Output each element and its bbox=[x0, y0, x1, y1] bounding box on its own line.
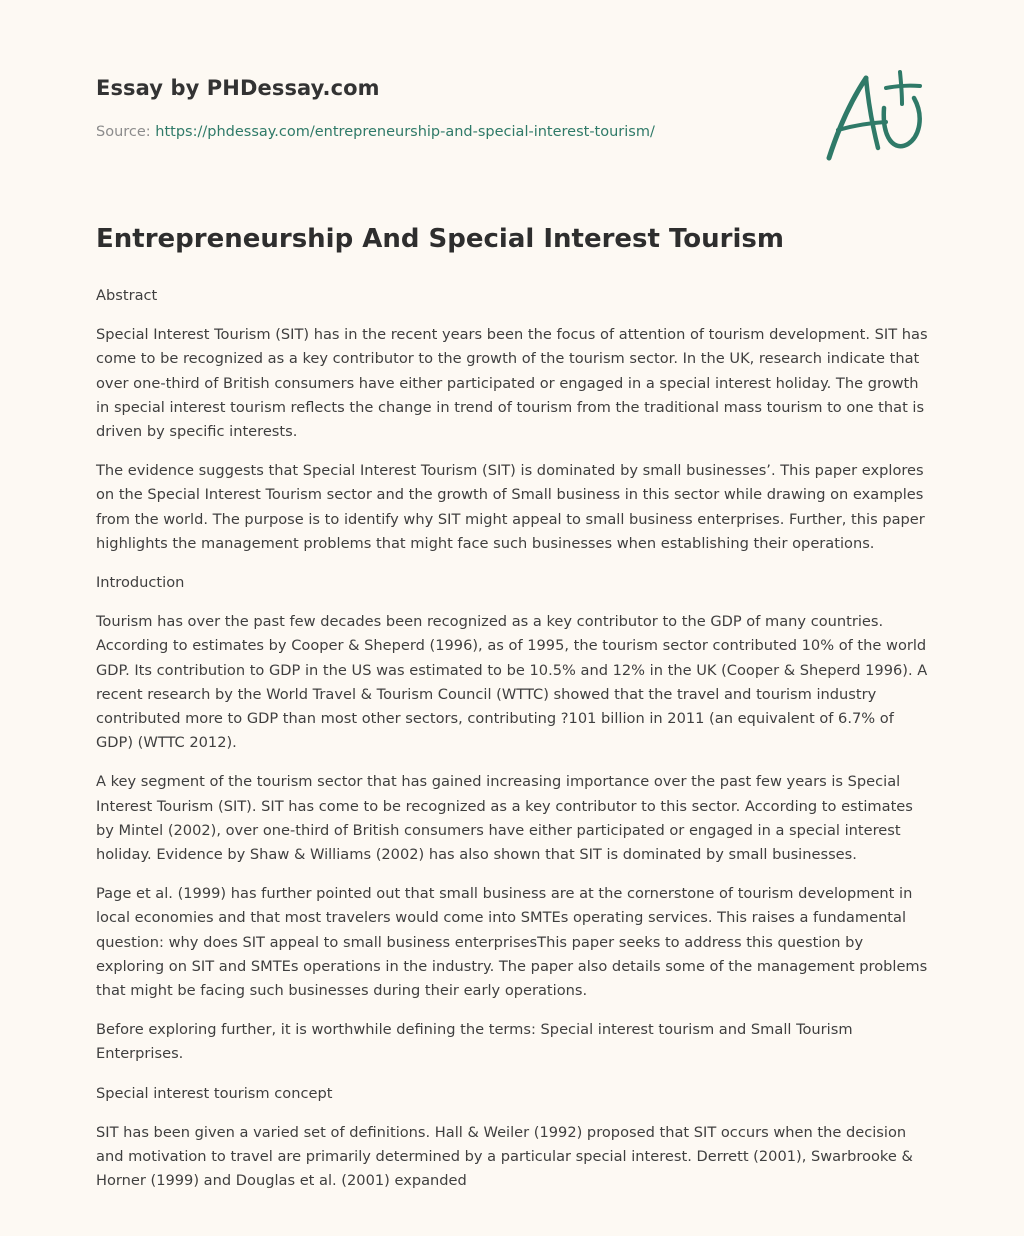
essay-paragraph: Page et al. (1999) has further pointed out that small business are at the cornerstone of tourism development in local economies and that most travelers would come into SMTEs operating services. This raises a fundamental question: why does SIT appeal to small business enterprisesThis paper seeks to address this question by exploring on SIT and SMTEs operations in the industry. The paper also details some of the management problems that might be facing such businesses during their early operations. bbox=[96, 885, 928, 1000]
essay-paragraph: The evidence suggests that Special Interest Tourism (SIT) is dominated by small businesses’. This paper explores on the Special Interest Tourism sector and the growth of Small business in this sector while drawing on examples from the world. The purpose is to identify why SIT might appeal to small business enterprises. Further, this paper highlights the management problems that might face such businesses when establishing their operations. bbox=[96, 462, 925, 552]
essay-heading-abstract: Abstract bbox=[96, 287, 158, 304]
a-plus-logo-icon bbox=[824, 68, 928, 164]
essay-heading-sit-concept: Special interest tourism concept bbox=[96, 1084, 333, 1102]
essay-page bbox=[96, 0, 930, 1236]
essay-body bbox=[96, 284, 930, 1209]
essay-paragraph: A key segment of the tourism sector that has gained increasing importance over the past few years is Special Interest Tourism (SIT). SIT has come to be recognized as a key contributor to this sector. According to estimates by Mintel (2002), over one-third of British consumers have either participated or engaged in a special interest holiday. Evidence by Shaw & Williams (2002) has also shown that SIT is dominated by small businesses. bbox=[96, 773, 913, 864]
essay-heading-introduction: Introduction bbox=[96, 574, 185, 592]
essay-paragraph: Tourism has over the past few decades been recognized as a key contributor to the GDP of many countries. According to estimates by Cooper & Sheperd (1996), as of 1995, the tourism sector contributed 10% of the world GDP. Its contribution to GDP in the US was estimated to be 10.5% and 12% in the UK (Cooper & Sheperd 1996). A recent research by the World Travel & Tourism Council (WTTC) showed that the travel and tourism industry contributed more to GDP than most other sectors, contributing ?101 billion in 2011 (an equivalent of 6.7% of GDP) (WTTC 2012). bbox=[96, 613, 928, 752]
essay-title: Entrepreneurship And Special Interest Tourism bbox=[96, 224, 784, 254]
essay-paragraph: Special Interest Tourism (SIT) has in the recent years been the focus of attention of tourism development. SIT has come to be recognized as a key contributor to the growth of the tourism sector. In the UK, research indicate that over one-third of British consumers have either participated or engaged in a special interest holiday. The growth in special interest tourism reflects the change in trend of tourism from the traditional mass tourism to one that is driven by specific interests. bbox=[96, 326, 928, 441]
source-label: Source: bbox=[96, 124, 156, 140]
site-header bbox=[96, 76, 930, 176]
essay-paragraph: Before exploring further, it is worthwhile defining the terms: Special interest tourism and Small Tourism Enterprises. bbox=[96, 1021, 853, 1063]
source-link[interactable]: https://phdessay.com/entrepreneurship-and-special-interest-tourism/ bbox=[155, 124, 655, 140]
source-line bbox=[96, 124, 655, 140]
essay-paragraph: SIT has been given a varied set of definitions. Hall & Weiler (1992) proposed that SIT occurs when the decision and motivation to travel are primarily determined by a particular special interest. Derrett (2001), Swarbrooke & Horner (1999) and Douglas et al. (2001) expanded bbox=[96, 1123, 913, 1190]
site-title: Essay by PHDessay.com bbox=[96, 76, 380, 100]
